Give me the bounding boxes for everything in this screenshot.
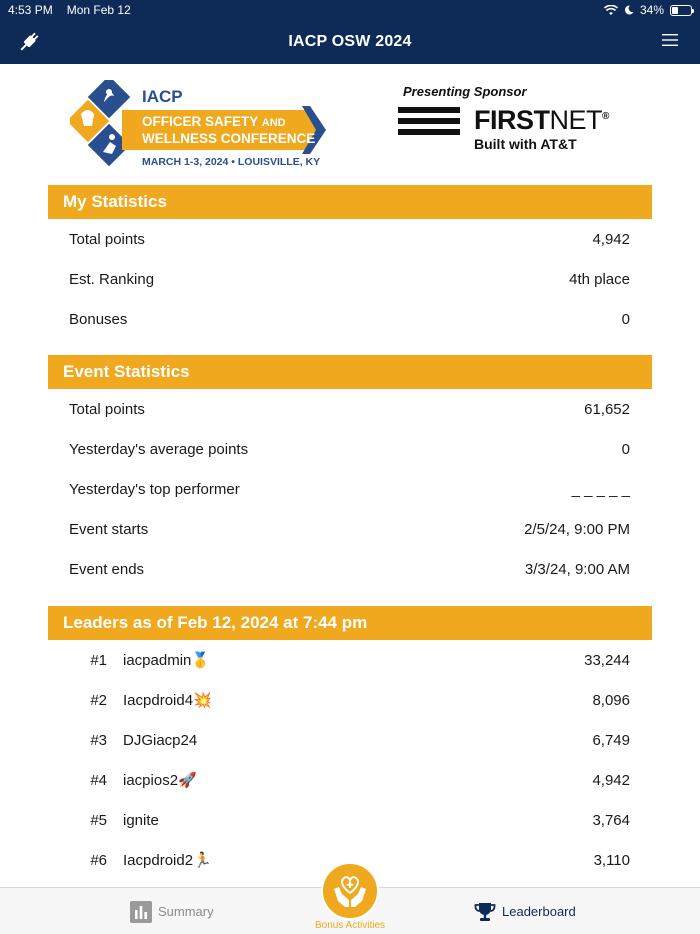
stat-row xyxy=(48,509,652,549)
hands-heart-icon xyxy=(330,871,370,911)
stat-value: 4,942 xyxy=(592,230,630,248)
iacp-text: IACP xyxy=(142,87,183,106)
leader-rank: #1 xyxy=(90,651,107,669)
stat-value: 61,652 xyxy=(584,400,630,418)
stat-value: 4th place xyxy=(569,270,630,288)
status-date: Mon Feb 12 xyxy=(66,3,131,17)
my-statistics-header: My Statistics xyxy=(48,185,652,219)
leader-points: 3,110 xyxy=(593,851,630,869)
firstnet-name: FIRSTNET® xyxy=(474,105,609,135)
leader-row[interactable] xyxy=(48,680,652,720)
leader-points: 6,749 xyxy=(592,731,630,749)
leader-rank: #6 xyxy=(90,851,107,869)
stat-label: Event ends xyxy=(69,560,145,578)
leader-points: 4,942 xyxy=(592,771,630,789)
stat-label: Event starts xyxy=(69,520,149,538)
status-bar xyxy=(0,0,700,20)
stat-row xyxy=(48,469,652,509)
stat-row xyxy=(48,549,652,589)
stat-label: Total points xyxy=(69,400,145,418)
stat-value: 0 xyxy=(621,440,630,458)
plug-icon[interactable] xyxy=(16,29,42,55)
leader-name: ignite xyxy=(123,811,159,829)
firstnet-sub: Built with AT&T xyxy=(474,136,577,152)
iacp-conference-logo xyxy=(70,80,330,172)
page-title: IACP OSW 2024 xyxy=(288,33,412,50)
stat-value: _ _ _ _ _ xyxy=(571,480,630,498)
svg-text:OFFICER SAFETY AND xyxy=(142,114,286,129)
leader-points: 3,764 xyxy=(592,811,630,829)
stat-value: 0 xyxy=(621,310,630,328)
leader-row[interactable] xyxy=(48,800,652,840)
leader-rank: #5 xyxy=(90,811,107,829)
stat-row xyxy=(48,299,652,339)
stat-value: 3/3/24, 9:00 AM xyxy=(524,560,630,578)
tab-summary-label: Summary xyxy=(158,904,214,919)
leader-rank: #4 xyxy=(90,771,107,789)
leaders-header: Leaders as of Feb 12, 2024 at 7:44 pm xyxy=(48,606,652,640)
stat-value: 2/5/24, 9:00 PM xyxy=(524,520,630,538)
stat-row xyxy=(48,389,652,429)
conf-line1: OFFICER SAFETY xyxy=(142,114,259,129)
leader-name: iacpadmin🥇 xyxy=(123,652,211,669)
conf-line2: WELLNESS CONFERENCE xyxy=(142,131,316,146)
bonus-activities-label[interactable]: Bonus Activities xyxy=(314,920,386,931)
leader-row[interactable] xyxy=(48,640,652,680)
leader-row[interactable] xyxy=(48,760,652,800)
leader-name: Iacpdroid2🏃 xyxy=(123,852,212,869)
sponsor-logo xyxy=(398,84,638,174)
leader-name: DJGiacp24 xyxy=(123,731,198,749)
leader-points: 33,244 xyxy=(584,651,630,669)
stat-label: Yesterday's average points xyxy=(69,440,249,458)
event-statistics-header: Event Statistics xyxy=(48,355,652,389)
stat-label: Bonuses xyxy=(69,310,128,328)
leader-rank: #3 xyxy=(90,731,107,749)
nav-bar xyxy=(0,20,700,64)
conf-and: AND xyxy=(261,117,286,129)
status-time: 4:53 PM xyxy=(8,3,53,17)
leader-name: iacpios2🚀 xyxy=(123,772,197,789)
stat-label: Total points xyxy=(69,230,145,248)
leader-row[interactable] xyxy=(48,720,652,760)
tab-summary[interactable] xyxy=(130,888,214,934)
logo-banner xyxy=(0,64,700,184)
wifi-icon xyxy=(604,5,618,16)
stat-label: Yesterday's top performer xyxy=(69,480,240,498)
conf-dates: MARCH 1-3, 2024 • LOUISVILLE, KY xyxy=(142,156,321,168)
stat-row xyxy=(48,219,652,259)
leader-points: 8,096 xyxy=(592,691,630,709)
bar-chart-icon xyxy=(130,901,152,923)
stat-row xyxy=(48,259,652,299)
battery-percent: 34% xyxy=(639,3,664,17)
tab-leaderboard[interactable] xyxy=(474,888,576,934)
sponsor-label: Presenting Sponsor xyxy=(403,84,527,99)
menu-icon[interactable] xyxy=(662,33,678,47)
trophy-icon xyxy=(474,901,496,923)
battery-icon xyxy=(670,5,692,16)
stat-label: Est. Ranking xyxy=(69,270,155,288)
firstnet-stripes xyxy=(398,107,460,135)
moon-icon xyxy=(624,5,634,15)
leader-name: Iacpdroid4💥 xyxy=(123,692,212,709)
stat-row xyxy=(48,429,652,469)
bonus-activities-button[interactable] xyxy=(321,862,379,920)
tab-leaderboard-label: Leaderboard xyxy=(502,904,576,919)
leader-rank: #2 xyxy=(90,691,107,709)
